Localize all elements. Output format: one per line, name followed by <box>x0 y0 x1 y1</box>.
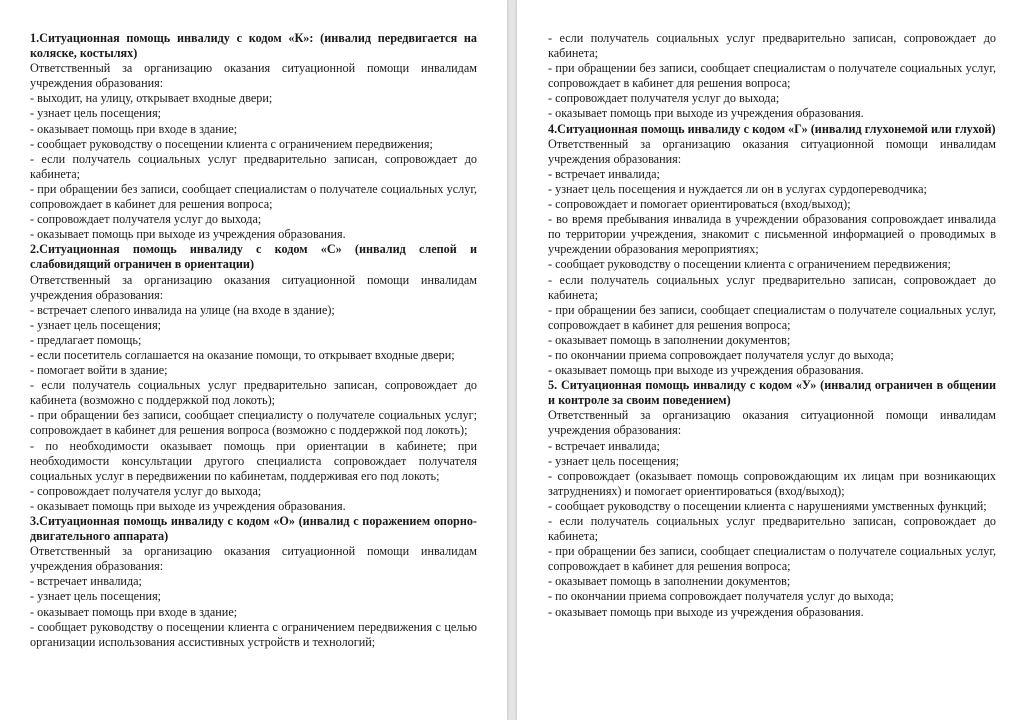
text-line: - сообщает руководству о посещении клиента с ограничением передвижения с целью организации использования ассистивных устройств и технологий; <box>30 619 477 649</box>
intro-paragraph: Ответственный за организацию оказания ситуационной помощи инвалидам учреждения образования: <box>548 408 996 438</box>
text-line: - выходит, на улицу, открывает входные двери; <box>30 91 273 106</box>
text-line: - оказывает помощь при входе в здание; <box>30 121 238 136</box>
section-heading: 2.Ситуационная помощь инвалиду с кодом «С» (инвалид слепой и слабовидящий ограничен в ориентации) <box>30 242 477 272</box>
text-line: - сопровождает и помогает ориентироваться (вход/выход); <box>548 197 851 212</box>
text-line: - встречает инвалида; <box>548 438 660 453</box>
text-line: - если получатель социальных услуг предварительно записан, сопровождает до кабинета (возможно с поддержкой под локоть); <box>30 378 477 408</box>
text-line: - сопровождает (оказывает помощь сопровождающим их лицам при возникающих затруднениях) и помогает ориентироваться (вход/выход); <box>548 468 996 498</box>
text-line: - оказывает помощь при выходе из учреждения образования. <box>548 604 864 619</box>
text-line: - помогает войти в здание; <box>30 363 168 378</box>
intro-paragraph: Ответственный за организацию оказания ситуационной помощи инвалидам учреждения образования: <box>548 136 996 166</box>
text-line: - сообщает руководству о посещении клиента с ограничением передвижения; <box>548 257 951 272</box>
text-line: - оказывает помощь в заполнении документов; <box>548 574 791 589</box>
text-line: - при обращении без записи, сообщает специалистам о получателе социальных услуг, сопровождает в кабинет для решения вопроса; <box>548 302 996 332</box>
page-right-text <box>548 31 996 620</box>
text-line: - если получатель социальных услуг предварительно записан, сопровождает до кабинета; <box>548 31 996 61</box>
section-heading: 1.Ситуационная помощь инвалиду с кодом «К»: (инвалид передвигается на коляске, костылях) <box>30 31 477 61</box>
text-line: - сопровождает получателя услуг до выхода; <box>548 91 780 106</box>
text-line: - при обращении без записи, сообщает специалистам о получателе социальных услуг, сопровождает в кабинет для решения вопроса; <box>30 181 477 212</box>
page-left <box>0 0 507 720</box>
text-line: - если посетитель соглашается на оказание помощи, то открывает входные двери; <box>30 347 455 362</box>
text-line: - по окончании приема сопровождает получателя услуг до выхода; <box>548 347 894 362</box>
text-line: - оказывает помощь при выходе из учреждения образования. <box>548 363 864 378</box>
text-line: - по необходимости оказывает помощь при ориентации в кабинете; при необходимости консультации другого специалиста сопровождает получателя социальных услуг в передвижении по кабинетам, поддерживая его под локоть; <box>30 438 477 483</box>
text-line: - узнает цель посещения; <box>30 317 162 332</box>
text-line: - по окончании приема сопровождает получателя услуг до выхода; <box>548 589 894 604</box>
text-line: - во время пребывания инвалида в учреждении образования сопровождает инвалида по территории учреждения, знакомит с письменной информацией о проводимых в учреждении образования мероприятиях; <box>548 212 996 257</box>
text-line: - узнает цель посещения и нуждается ли он в услугах сурдопереводчика; <box>548 181 927 196</box>
text-line: - если получатель социальных услуг предварительно записан, сопровождает до кабинета; <box>548 514 996 544</box>
text-line: - узнает цель посещения; <box>30 106 162 121</box>
text-line: - если получатель социальных услуг предварительно записан, сопровождает до кабинета; <box>30 151 477 181</box>
text-line: - узнает цель посещения; <box>30 589 162 604</box>
text-line: - оказывает помощь при выходе из учреждения образования. <box>548 106 864 121</box>
section-heading: 5. Ситуационная помощь инвалиду с кодом «У» (инвалид ограничен в общении и контроле за своим поведением) <box>548 378 996 408</box>
text-line: - встречает инвалида; <box>548 166 660 181</box>
page-left-text <box>30 31 477 650</box>
intro-paragraph: Ответственный за организацию оказания ситуационной помощи инвалидам учреждения образования: <box>30 544 477 574</box>
section-heading: 3.Ситуационная помощь инвалиду с кодом «О» (инвалид с поражением опорно-двигательного аппарата) <box>30 514 477 544</box>
text-line: - встречает инвалида; <box>30 574 142 589</box>
text-line: - предлагает помощь; <box>30 332 142 347</box>
page-right <box>517 0 1024 720</box>
text-line: - сообщает руководству о посещении клиента с ограничением передвижения; <box>30 136 433 151</box>
text-line: - при обращении без записи, сообщает специалисту о получателе социальных услуг; сопровождает в кабинет для решения вопроса (возможно с поддержкой под локоть); <box>30 408 477 438</box>
text-line: - при обращении без записи, сообщает специалистам о получателе социальных услуг, сопровождает в кабинет для решения вопроса; <box>548 544 996 574</box>
intro-paragraph: Ответственный за организацию оказания ситуационной помощи инвалидам учреждения образования: <box>30 61 477 91</box>
intro-paragraph: Ответственный за организацию оказания ситуационной помощи инвалидам учреждения образования: <box>30 272 477 302</box>
text-line: - сопровождает получателя услуг до выхода; <box>30 483 262 498</box>
text-line: - встречает слепого инвалида на улице (на входе в здание); <box>30 302 335 317</box>
text-line: - оказывает помощь при входе в здание; <box>30 604 238 619</box>
text-line: - оказывает помощь в заполнении документов; <box>548 332 791 347</box>
text-line: - если получатель социальных услуг предварительно записан, сопровождает до кабинета; <box>548 272 996 302</box>
text-line: - сообщает руководству о посещении клиента с нарушениями умственных функций; <box>548 498 987 513</box>
text-line: - узнает цель посещения; <box>548 453 680 468</box>
text-line: - при обращении без записи, сообщает специалистам о получателе социальных услуг, сопровождает в кабинет для решения вопроса; <box>548 61 996 91</box>
text-line: - оказывает помощь при выходе из учреждения образования. <box>30 227 346 242</box>
text-line: - сопровождает получателя услуг до выхода; <box>30 212 262 227</box>
text-line: - оказывает помощь при выходе из учреждения образования. <box>30 498 346 513</box>
section-heading: 4.Ситуационная помощь инвалиду с кодом «Г» (инвалид глухонемой или глухой) <box>548 121 996 136</box>
